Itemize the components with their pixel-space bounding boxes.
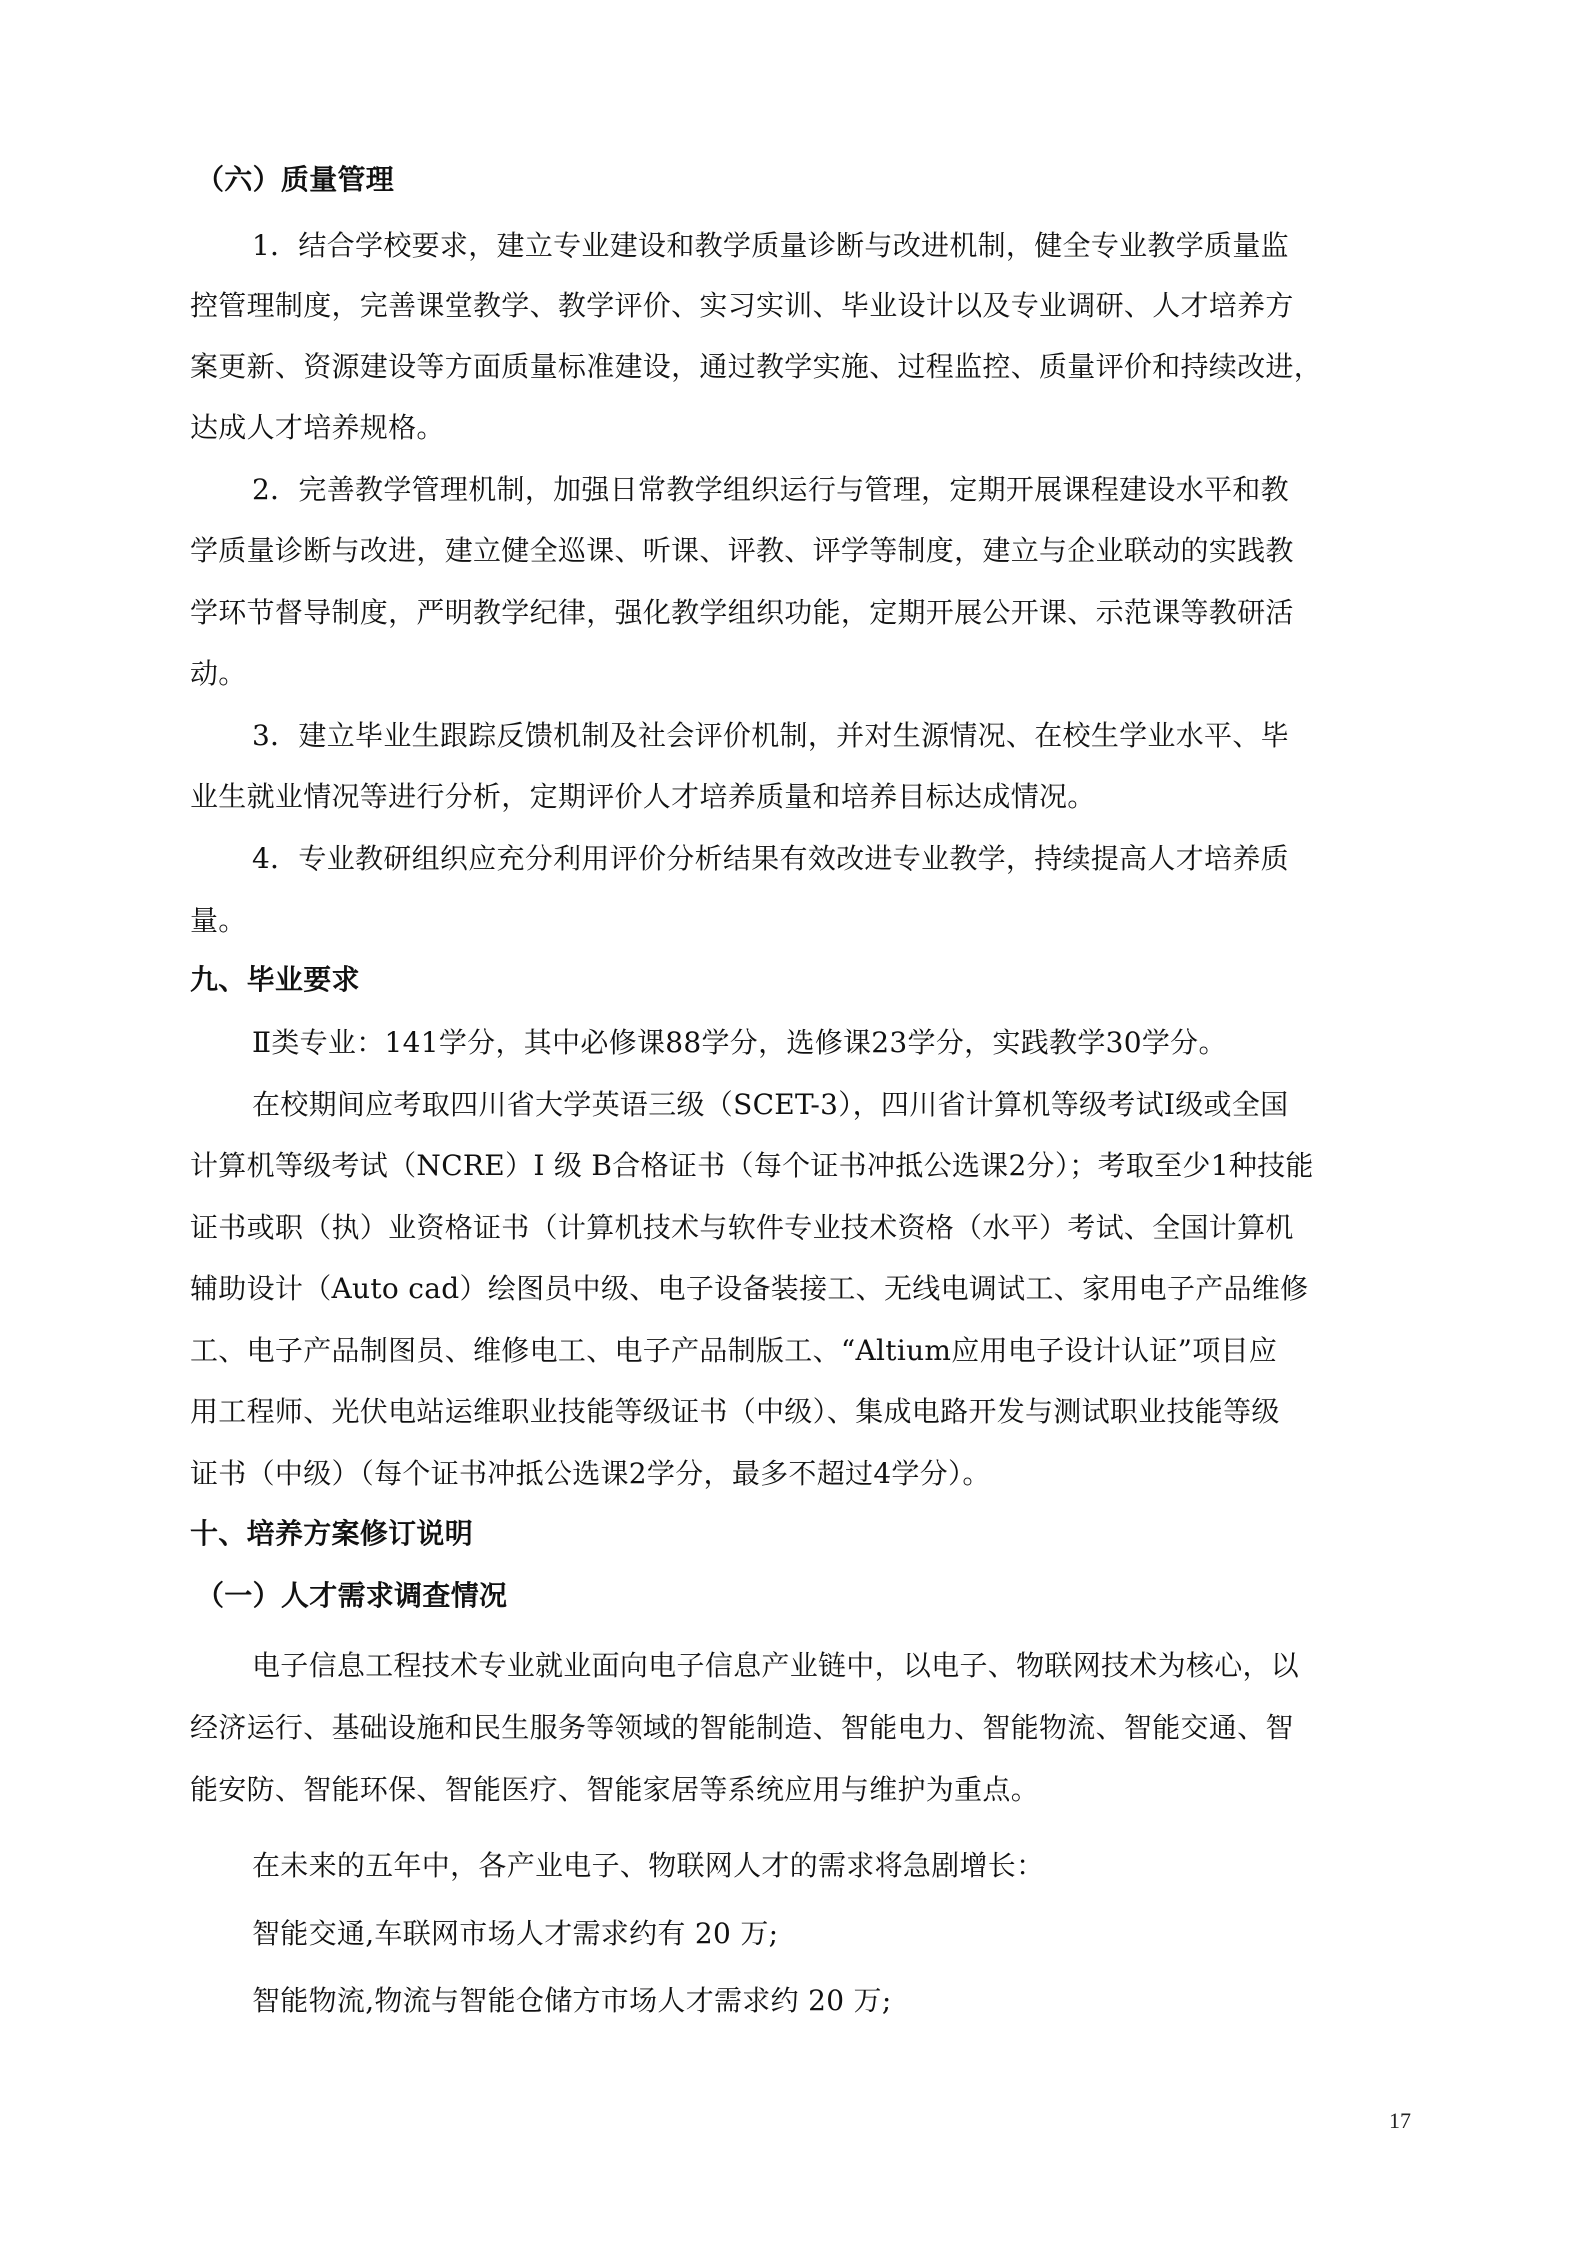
- paragraph-line: 智能物流,物流与智能仓储方市场人才需求约 20 万;: [252, 1984, 892, 2017]
- paragraph-line: 量。: [190, 904, 247, 937]
- paragraph-line: 动。: [190, 657, 247, 690]
- paragraph-line: 用工程师、光伏电站运维职业技能等级证书（中级）、集成电路开发与测试职业技能等级: [190, 1395, 1280, 1428]
- paragraph-line: 工、电子产品制图员、维修电工、电子产品制版工、“Altium应用电子设计认证”项目应: [190, 1334, 1278, 1367]
- paragraph-line: 能安防、智能环保、智能医疗、智能家居等系统应用与维护为重点。: [190, 1773, 1040, 1806]
- subsection-heading-talent-demand: （一）人才需求调查情况: [196, 1579, 508, 1612]
- paragraph-line: 业生就业情况等进行分析，定期评价人才培养质量和培养目标达成情况。: [190, 780, 1096, 813]
- section-heading-revision-notes: 十、培养方案修订说明: [190, 1517, 474, 1550]
- paragraph-line: 证书（中级）（每个证书冲抵公选课2学分，最多不超过4学分）。: [190, 1457, 991, 1490]
- paragraph-line: 在校期间应考取四川省大学英语三级（SCET-3），四川省计算机等级考试Ⅰ级或全国: [252, 1088, 1289, 1121]
- section-heading-graduation-requirements: 九、毕业要求: [190, 963, 360, 996]
- paragraph-line: Ⅱ类专业：141学分，其中必修课88学分，选修课23学分，实践教学30学分。: [252, 1026, 1227, 1059]
- paragraph-line: 控管理制度，完善课堂教学、教学评价、实习实训、毕业设计以及专业调研、人才培养方: [190, 289, 1294, 322]
- paragraph-line: 学质量诊断与改进，建立健全巡课、听课、评教、评学等制度，建立与企业联动的实践教: [190, 534, 1294, 567]
- paragraph-line: 1．结合学校要求，建立专业建设和教学质量诊断与改进机制，健全专业教学质量监: [252, 229, 1289, 262]
- paragraph-line: 证书或职（执）业资格证书（计算机技术与软件专业技术资格（水平）考试、全国计算机: [190, 1211, 1294, 1244]
- section-heading-quality-management: （六）质量管理: [196, 163, 395, 196]
- paragraph-line: 智能交通,车联网市场人才需求约有 20 万;: [252, 1917, 779, 1950]
- paragraph-line: 达成人才培养规格。: [190, 411, 445, 444]
- paragraph-line: 2．完善教学管理机制，加强日常教学组织运行与管理，定期开展课程建设水平和教: [252, 473, 1289, 506]
- paragraph-line: 计算机等级考试（NCRE）Ⅰ 级 B合格证书（每个证书冲抵公选课2分）；考取至少1种技能: [190, 1149, 1314, 1182]
- paragraph-line: 电子信息工程技术专业就业面向电子信息产业链中，以电子、物联网技术为核心，以: [252, 1649, 1300, 1682]
- paragraph-line: 辅助设计（Auto cad）绘图员中级、电子设备装接工、无线电调试工、家用电子产品维修: [190, 1272, 1309, 1305]
- page-number: 17: [1389, 2108, 1411, 2133]
- paragraph-line: 4．专业教研组织应充分利用评价分析结果有效改进专业教学，持续提高人才培养质: [252, 842, 1289, 875]
- paragraph-line: 在未来的五年中，各产业电子、物联网人才的需求将急剧增长：: [252, 1849, 1045, 1882]
- paragraph-line: 3．建立毕业生跟踪反馈机制及社会评价机制，并对生源情况、在校生学业水平、毕: [252, 719, 1289, 752]
- paragraph-line: 经济运行、基础设施和民生服务等领域的智能制造、智能电力、智能物流、智能交通、智: [190, 1711, 1294, 1744]
- paragraph-line: 案更新、资源建设等方面质量标准建设，通过教学实施、过程监控、质量评价和持续改进，: [190, 350, 1323, 383]
- paragraph-line: 学环节督导制度，严明教学纪律，强化教学组织功能，定期开展公开课、示范课等教研活: [190, 596, 1294, 629]
